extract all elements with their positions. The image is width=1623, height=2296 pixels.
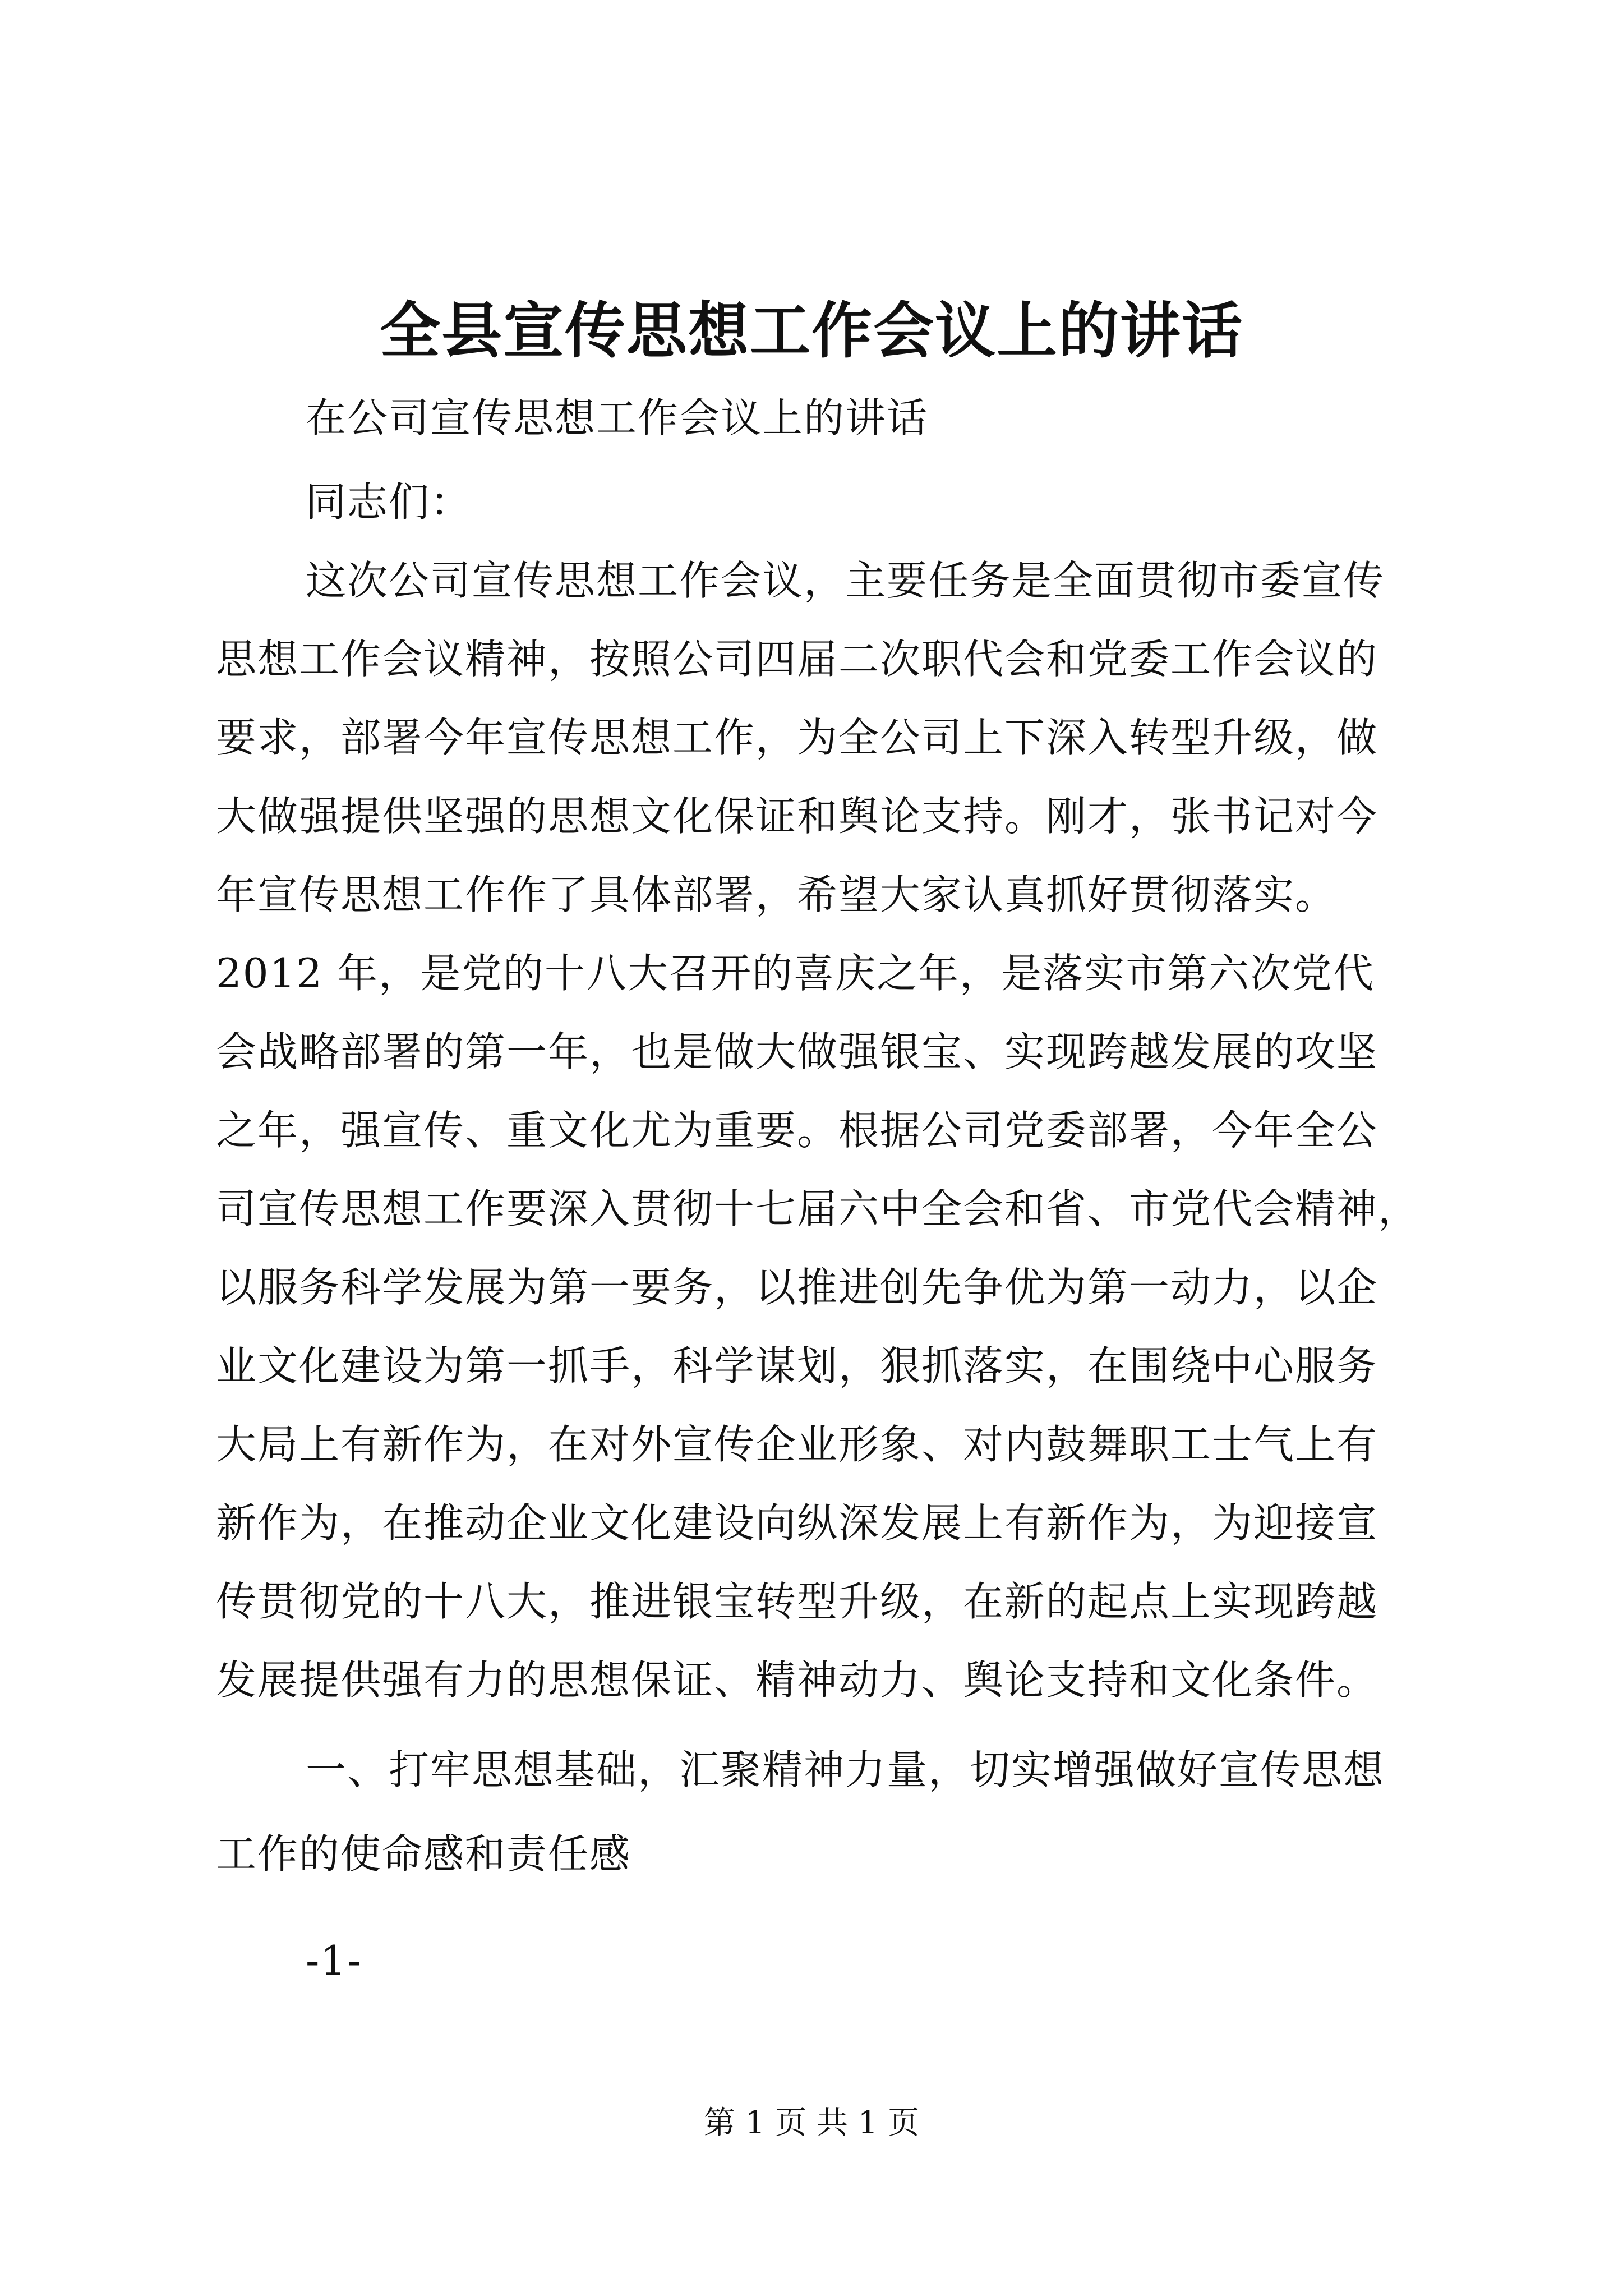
section-heading-line: 一、打牢思想基础，汇聚精神力量，切实增强做好宣传思想 bbox=[306, 1746, 1385, 1793]
body-line: 大做强提供坚强的思想文化保证和舆论支持。刚才，张书记对今 bbox=[216, 793, 1378, 840]
document-subtitle: 在公司宣传思想工作会议上的讲话 bbox=[306, 394, 929, 441]
body-line: 要求，部署今年宣传思想工作，为全公司上下深入转型升级，做 bbox=[216, 714, 1378, 761]
body-line: 司宣传思想工作要深入贯彻十七届六中全会和省、市党代会精神， bbox=[216, 1185, 1420, 1232]
body-line: 年宣传思想工作作了具体部署，希望大家认真抓好贯彻落实。 bbox=[216, 871, 1337, 918]
page-marker: -1- bbox=[306, 1937, 362, 1984]
document-title: 全县宣传思想工作会议上的讲话 bbox=[379, 296, 1243, 366]
body-line: 会战略部署的第一年，也是做大做强银宝、实现跨越发展的攻坚 bbox=[216, 1028, 1378, 1075]
salutation: 同志们： bbox=[306, 478, 472, 526]
body-line: 发展提供强有力的思想保证、精神动力、舆论支持和文化条件。 bbox=[216, 1657, 1378, 1704]
section-heading-line: 工作的使命感和责任感 bbox=[216, 1830, 631, 1878]
body-line: 思想工作会议精神，按照公司四届二次职代会和党委工作会议的 bbox=[216, 636, 1378, 683]
body-line: 大局上有新作为，在对外宣传企业形象、对内鼓舞职工士气上有 bbox=[216, 1421, 1378, 1468]
body-line: 业文化建设为第一抓手，科学谋划，狠抓落实，在围绕中心服务 bbox=[216, 1342, 1378, 1389]
body-line: 传贯彻党的十八大，推进银宝转型升级，在新的起点上实现跨越 bbox=[216, 1578, 1378, 1625]
page-footer: 第 1 页 共 1 页 bbox=[703, 2105, 920, 2141]
body-line: 新作为，在推动企业文化建设向纵深发展上有新作为，为迎接宣 bbox=[216, 1499, 1378, 1547]
body-line: 这次公司宣传思想工作会议，主要任务是全面贯彻市委宣传 bbox=[306, 557, 1385, 604]
body-line: 以服务科学发展为第一要务，以推进创先争优为第一动力，以企 bbox=[216, 1264, 1378, 1311]
body-line: 2012 年，是党的十八大召开的喜庆之年，是落实市第六次党代 bbox=[216, 950, 1375, 997]
body-line: 之年，强宣传、重文化尤为重要。根据公司党委部署，今年全公 bbox=[216, 1107, 1378, 1154]
